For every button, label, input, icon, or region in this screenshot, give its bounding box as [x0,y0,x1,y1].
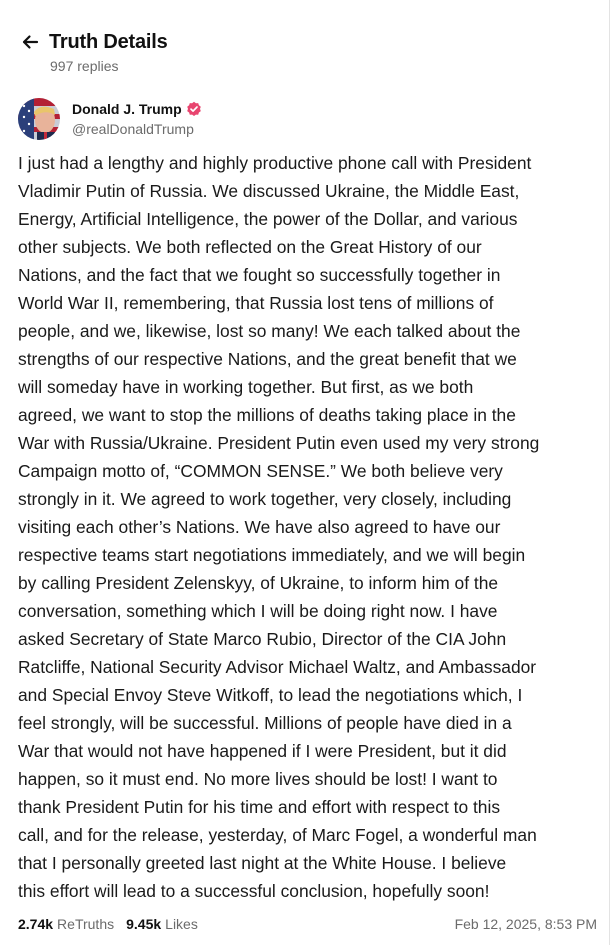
post-text-line: Nations, and the fact that we fought so successfully together in [18,265,501,285]
post-text-line: agreed, we want to stop the millions of deaths taking place in the [18,405,516,425]
post-text-line: Ratcliffe, National Security Advisor Michael Waltz, and Ambassador [18,657,537,677]
post-text-line: Vladimir Putin of Russia. We discussed Ukraine, the Middle East, [18,181,520,201]
column-border [609,0,610,945]
retruths-count: 2.74k [18,916,54,932]
header-row [18,28,605,56]
replies-count: 997 replies [50,58,119,74]
post-timestamp: Feb 12, 2025, 8:53 PM [454,916,597,932]
post-text-line: War that would not have happened if I were President, but it did [18,741,507,761]
post-text-line: strengths of our respective Nations, and the great benefit that we [18,349,517,369]
post-text-line: War with Russia/Ukraine. President Putin even used my very strong [18,433,540,453]
post-text-line: Energy, Artificial Intelligence, the power of the Dollar, and various [18,209,518,229]
post-text-line: respective teams start negotiations immediately, and we will begin [18,545,526,565]
post-text-line: call, and for the release, yesterday, of Marc Fogel, a wonderful man [18,825,537,845]
author-meta [72,98,202,137]
post-text-line: visiting each other’s Nations. We have also agreed to have our [18,517,501,537]
page-header [18,28,605,74]
name-row [72,100,202,118]
post-text-line: and Special Envoy Steve Witkoff, to lead the negotiations which, I [18,685,523,705]
post-text-line: people, and we, likewise, lost so many! We each talked about the [18,321,521,341]
post-text-line: asked Secretary of State Marco Rubio, Director of the CIA John [18,629,507,649]
post-stats [18,914,597,934]
post-text-line: happen, so it must end. No more lives should be lost! I want to [18,769,498,789]
post-text-line: World War II, remembering, that Russia lost tens of millions of [18,293,494,313]
author-handle[interactable]: @realDonaldTrump [72,121,194,137]
arrow-left-icon [20,32,40,52]
post-body [18,149,604,905]
verified-badge-icon [186,101,202,117]
post-text-line: strongly in it. We agreed to work together, very closely, including [18,489,512,509]
post-text-line: this effort will lead to a successful conclusion, hopefully soon! [18,881,490,901]
post-text-line: that I personally greeted last night at the White House. I believe [18,853,507,873]
post-text-line: other subjects. We both reflected on the Great History of our [18,237,482,257]
author-name[interactable]: Donald J. Trump [72,101,182,117]
likes-count: 9.45k [126,916,162,932]
retruths-stat[interactable] [18,916,114,932]
post-author [18,98,202,140]
avatar[interactable] [18,98,60,140]
post-text-line: will someday have in working together. But first, as we both [18,377,474,397]
post-text-line: feel strongly, will be successful. Millions of people have died in a [18,713,512,733]
post-text-line: Campaign motto of, “COMMON SENSE.” We both believe very [18,461,503,481]
page-title: Truth Details [49,30,168,53]
post-text-line: conversation, something which I will be doing right now. I have [18,601,498,621]
retruths-label: ReTruths [57,916,115,932]
post-text-line: I just had a lengthy and highly productive phone call with President [18,153,532,173]
avatar-image [18,98,60,140]
back-button[interactable] [18,30,42,54]
post-text-line: by calling President Zelenskyy, of Ukraine, to inform him of the [18,573,499,593]
likes-label: Likes [165,916,198,932]
post-text-line: thank President Putin for his time and effort with respect to this [18,797,501,817]
likes-stat[interactable] [126,916,198,932]
